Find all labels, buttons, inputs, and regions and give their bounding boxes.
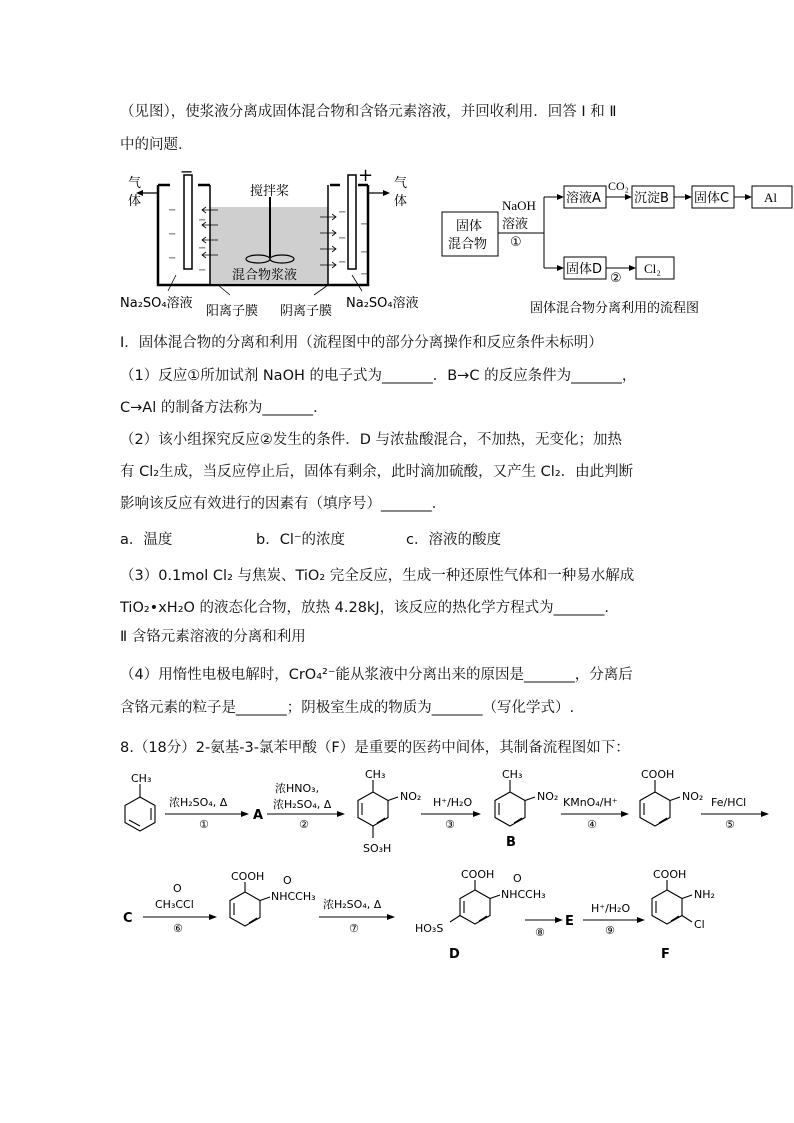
svg-text:−: −: [168, 253, 177, 264]
separation-flow-chart: [440, 172, 794, 320]
solution-label: 溶液: [502, 217, 529, 232]
svg-text:B: B: [506, 835, 516, 850]
synthesis-scheme: [115, 762, 775, 967]
svg-text:−: −: [198, 243, 207, 254]
svg-text:C: C: [123, 911, 133, 926]
co2-label: CO₂: [608, 179, 629, 193]
svg-text:O: O: [513, 872, 522, 885]
svg-text:H⁺/H₂O: H⁺/H₂O: [433, 796, 473, 809]
svg-text:−: −: [168, 229, 177, 240]
svg-text:③: ③: [445, 818, 455, 831]
q4-line-a: （4）用惰性电极电解时，CrO₄²⁻能从浆液中分离出来的原因是_______，分离后: [120, 667, 633, 683]
svg-text:F: F: [661, 947, 670, 962]
svg-text:④: ④: [587, 818, 597, 831]
svg-text:SO₃H: SO₃H: [363, 842, 392, 855]
anion-membrane-label: 阴离子膜: [280, 304, 333, 319]
svg-text:⑧: ⑧: [535, 926, 545, 939]
svg-text:−: −: [360, 247, 369, 258]
svg-text:⑦: ⑦: [349, 922, 359, 935]
svg-text:浓HNO₃,: 浓HNO₃,: [275, 782, 320, 795]
option-a: a．温度: [120, 532, 173, 548]
svg-text:固体混合物: 固体混合物: [448, 219, 488, 252]
part2-heading: Ⅱ 含铬元素溶液的分离和利用: [120, 629, 306, 645]
svg-text:COOH: COOH: [461, 868, 495, 881]
q4-line-b: 含铬元素的粒子是_______；阴极室生成的物质为_______（写化学式）.: [120, 700, 575, 716]
cation-membrane-label: 阳离子膜: [206, 304, 259, 319]
svg-text:②: ②: [299, 818, 309, 831]
svg-text:Al: Al: [764, 190, 777, 205]
q3-line-b: TiO₂•xH₂O 的液态化合物，放热 4.28kJ，该反应的热化学方程式为_______.: [120, 600, 609, 616]
svg-text:浓H₂SO₄, Δ: 浓H₂SO₄, Δ: [273, 798, 332, 811]
step1-label: ①: [510, 235, 522, 250]
anode-sign: +: [358, 165, 374, 186]
q2-line-b: 有 Cl₂生成，当反应停止后，固体有剩余，此时滴加硫酸，又产生 Cl₂．由此判断: [120, 464, 634, 480]
svg-text:溶液A: 溶液A: [566, 191, 601, 206]
svg-text:Cl₂: Cl₂: [644, 261, 661, 276]
svg-text:CH₃: CH₃: [502, 768, 523, 781]
svg-text:COOH: COOH: [641, 768, 675, 781]
q2-line-a: （2）该小组探究反应②发生的条件．D 与浓盐酸混合，不加热，无变化；加热: [120, 432, 622, 448]
svg-text:浓H₂SO₄, Δ: 浓H₂SO₄, Δ: [323, 898, 382, 911]
option-c: c．溶液的酸度: [406, 532, 501, 548]
svg-text:NH₂: NH₂: [694, 888, 715, 901]
svg-text:−: −: [198, 265, 207, 276]
svg-text:−: −: [360, 219, 369, 230]
cond1: 浓H₂SO₄, Δ: [169, 796, 228, 809]
svg-text:NHCCH₃: NHCCH₃: [501, 888, 546, 901]
svg-text:NO₂: NO₂: [400, 790, 422, 803]
svg-text:−: −: [168, 205, 177, 216]
flow-caption: 固体混合物分离利用的流程图: [530, 301, 700, 316]
svg-text:NO₂: NO₂: [537, 790, 559, 803]
svg-text:−: −: [338, 257, 347, 268]
naoh-label: NaOH: [502, 198, 536, 213]
toluene-ch3: CH₃: [131, 772, 152, 785]
svg-text:NHCCH₃: NHCCH₃: [271, 890, 316, 903]
svg-text:NO₂: NO₂: [682, 790, 704, 803]
slurry-label: 混合物浆液: [232, 268, 298, 283]
svg-text:HO₃S: HO₃S: [415, 922, 444, 935]
electrolysis-cell-figure: [118, 165, 438, 320]
part1-heading: Ⅰ．固体混合物的分离和利用（流程图中的部分分离操作和反应条件未标明）: [120, 335, 603, 351]
cathode: [184, 175, 192, 269]
svg-text:D: D: [449, 947, 460, 962]
svg-text:−: −: [338, 207, 347, 218]
q3-line-a: （3）0.1mol Cl₂ 与焦炭、TiO₂ 完全反应，生成一种还原性气体和一种易水解成: [120, 568, 635, 584]
anode: [348, 175, 356, 269]
gas-left-label: 气体: [128, 176, 142, 209]
svg-text:COOH: COOH: [653, 868, 687, 881]
svg-text:−: −: [338, 233, 347, 244]
na2so4-left-label: Na₂SO₄溶液: [120, 296, 193, 311]
svg-text:①: ①: [199, 818, 209, 831]
svg-text:O: O: [173, 882, 182, 895]
q1-line-a: （1）反应①所加试剂 NaOH 的电子式为_______．B→C 的反应条件为_______，: [120, 368, 637, 384]
svg-text:−: −: [198, 215, 207, 226]
svg-text:−: −: [360, 269, 369, 280]
svg-text:Cl: Cl: [694, 918, 705, 931]
svg-text:KMnO₄/H⁺: KMnO₄/H⁺: [563, 796, 618, 809]
svg-text:⑨: ⑨: [605, 924, 615, 937]
svg-text:固体D: 固体D: [566, 262, 603, 277]
intro-line-2: 中的问题．: [120, 137, 193, 153]
option-b: b．Cl⁻的浓度: [256, 532, 346, 548]
svg-text:CH₃: CH₃: [365, 768, 386, 781]
svg-text:O: O: [283, 874, 292, 887]
q2-line-c: 影响该反应有效进行的因素有（填序号）_______．: [120, 496, 447, 512]
svg-text:H⁺/H₂O: H⁺/H₂O: [591, 902, 631, 915]
svg-text:E: E: [565, 914, 574, 929]
svg-text:COOH: COOH: [231, 870, 265, 883]
svg-text:⑤: ⑤: [725, 818, 735, 831]
svg-text:A: A: [253, 808, 264, 823]
stirrer-label: 搅拌桨: [250, 184, 290, 199]
svg-text:CH₃CCl: CH₃CCl: [155, 898, 194, 911]
svg-text:沉淀B: 沉淀B: [634, 191, 669, 206]
svg-text:Fe/HCl: Fe/HCl: [711, 796, 747, 809]
q8-heading: 8.（18分）2-氨基-3-氯苯甲酸（F）是重要的医药中间体，其制备流程图如下：: [120, 740, 630, 756]
svg-text:⑥: ⑥: [173, 922, 183, 935]
cathode-sign: −: [180, 165, 194, 181]
q1-line-b: C→Al 的制备方法称为_______．: [120, 400, 328, 416]
na2so4-right-label: Na₂SO₄溶液: [346, 296, 419, 311]
intro-line-1: （见图），使浆液分离成固体混合物和含铬元素溶液，并回收利用．回答 Ⅰ 和 Ⅱ: [120, 104, 617, 120]
svg-text:固体C: 固体C: [694, 191, 730, 206]
gas-right-label: 气体: [394, 176, 408, 209]
step2-label: ②: [610, 271, 622, 286]
